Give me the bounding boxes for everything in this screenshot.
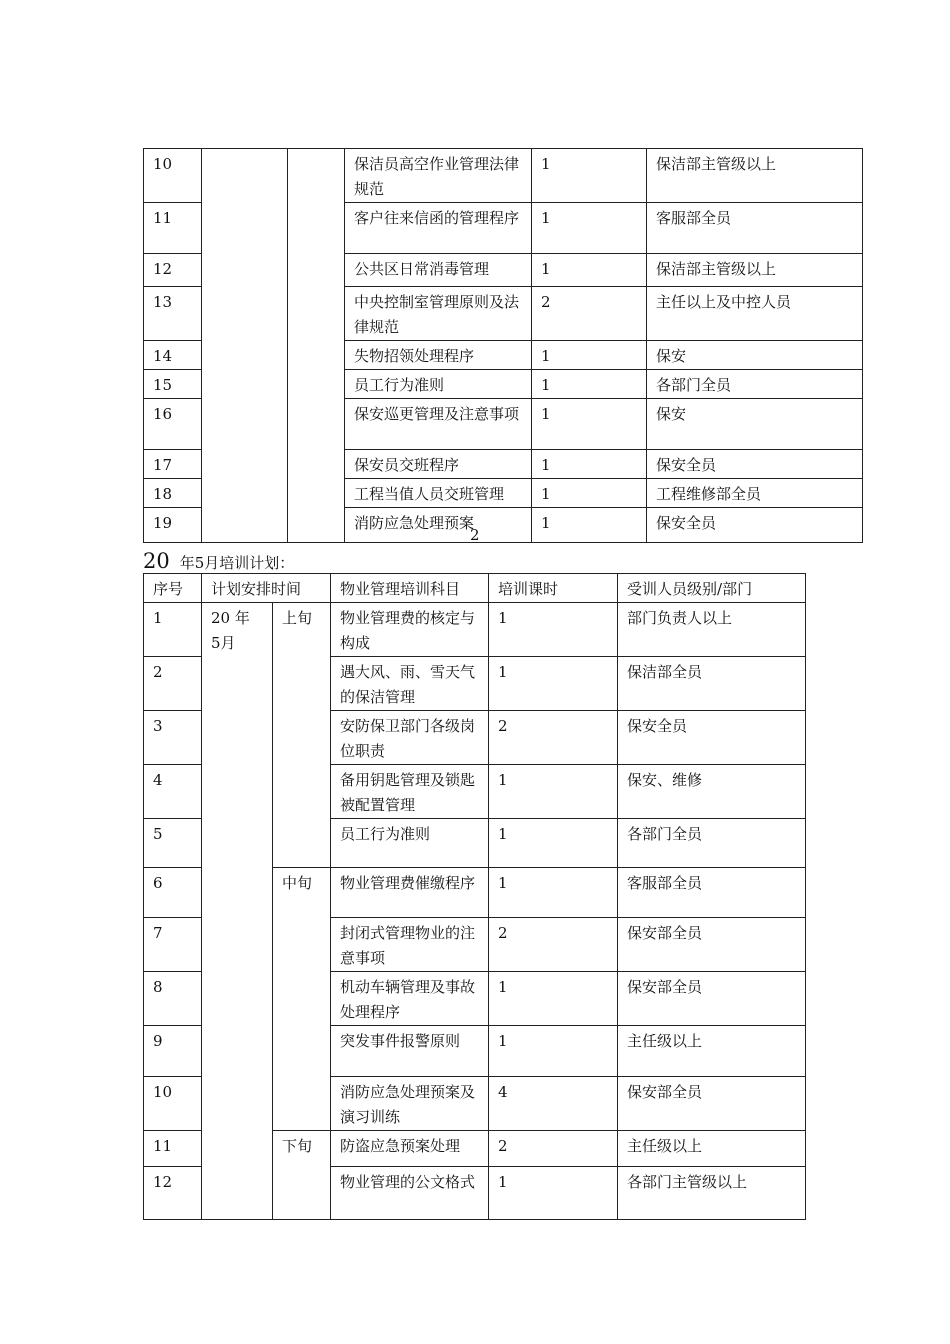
row-number: 7 — [144, 918, 202, 972]
trainee-level: 保洁部全员 — [618, 657, 806, 711]
month-cell: 20 年 5月 — [202, 603, 273, 1220]
trainee-level: 各部门主管级以上 — [618, 1167, 806, 1220]
training-hours: 1 — [532, 450, 647, 479]
trainee-level: 保安部全员 — [618, 972, 806, 1026]
training-subject: 封闭式管理物业的注意事项 — [331, 918, 489, 972]
row-number: 11 — [144, 1131, 202, 1167]
training-subject: 物业管理费的核定与构成 — [331, 603, 489, 657]
training-subject: 保安巡更管理及注意事项 — [345, 399, 532, 450]
training-subject: 物业管理费催缴程序 — [331, 868, 489, 918]
training-hours: 1 — [532, 479, 647, 508]
training-hours: 1 — [489, 657, 618, 711]
training-hours: 1 — [532, 508, 647, 543]
merged-period-cell — [288, 149, 345, 543]
training-hours: 1 — [532, 341, 647, 370]
row-number: 12 — [144, 1167, 202, 1220]
row-number: 3 — [144, 711, 202, 765]
trainee-level: 各部门全员 — [618, 819, 806, 868]
training-hours: 1 — [489, 603, 618, 657]
training-hours: 1 — [532, 203, 647, 254]
trainee-level: 保安全员 — [647, 450, 863, 479]
training-subject: 遇大风、雨、雪天气的保洁管理 — [331, 657, 489, 711]
trainee-level: 主任以上及中控人员 — [647, 287, 863, 341]
training-subject: 工程当值人员交班管理 — [345, 479, 532, 508]
trainee-level: 部门负责人以上 — [618, 603, 806, 657]
table-header-row — [144, 574, 806, 603]
header-number: 序号 — [144, 574, 202, 603]
header-subject: 物业管理培训科目 — [331, 574, 489, 603]
training-hours: 2 — [489, 711, 618, 765]
row-number: 10 — [144, 1077, 202, 1131]
training-hours: 1 — [532, 149, 647, 203]
training-subject: 公共区日常消毒管理 — [345, 254, 532, 287]
trainee-level: 主任级以上 — [618, 1131, 806, 1167]
row-number: 6 — [144, 868, 202, 918]
row-number: 13 — [144, 287, 202, 341]
trainee-level: 保安全员 — [618, 711, 806, 765]
training-subject: 员工行为准则 — [331, 819, 489, 868]
training-subject: 中央控制室管理原则及法律规范 — [345, 287, 532, 341]
row-number: 14 — [144, 341, 202, 370]
training-subject: 机动车辆管理及事故处理程序 — [331, 972, 489, 1026]
header-trainees: 受训人员级别/部门 — [618, 574, 806, 603]
training-table-continued — [143, 148, 863, 543]
training-hours: 1 — [489, 972, 618, 1026]
training-hours: 1 — [489, 1026, 618, 1077]
row-number: 5 — [144, 819, 202, 868]
row-number: 16 — [144, 399, 202, 450]
trainee-level: 保安 — [647, 341, 863, 370]
table-row — [144, 149, 863, 203]
merged-time-cell — [202, 149, 288, 543]
training-hours: 1 — [532, 399, 647, 450]
period-mid: 中旬 — [273, 868, 331, 1131]
trainee-level: 保安 — [647, 399, 863, 450]
row-number: 9 — [144, 1026, 202, 1077]
training-hours: 2 — [532, 287, 647, 341]
row-number: 12 — [144, 254, 202, 287]
training-subject: 突发事件报警原则 — [331, 1026, 489, 1077]
plan-title-text: 年5月培训计划： — [179, 554, 295, 572]
training-hours: 2 — [489, 1131, 618, 1167]
row-number: 8 — [144, 972, 202, 1026]
trainee-level: 保安部全员 — [618, 918, 806, 972]
trainee-level: 保安、维修 — [618, 765, 806, 819]
training-subject: 失物招领处理程序 — [345, 341, 532, 370]
trainee-level: 保洁部主管级以上 — [647, 149, 863, 203]
training-subject: 消防应急处理预案及演习训练 — [331, 1077, 489, 1131]
may-training-plan-table — [143, 573, 806, 1220]
training-subject: 员工行为准则 — [345, 370, 532, 399]
row-number: 19 — [144, 508, 202, 543]
row-number: 1 — [144, 603, 202, 657]
trainee-level: 保洁部主管级以上 — [647, 254, 863, 287]
trainee-level: 保安部全员 — [618, 1077, 806, 1131]
training-hours: 1 — [532, 370, 647, 399]
row-number: 11 — [144, 203, 202, 254]
training-hours: 2 — [489, 918, 618, 972]
header-schedule-time: 计划安排时间 — [202, 574, 331, 603]
training-subject: 消防应急处理预案 — [345, 508, 532, 543]
training-subject: 防盗应急预案处理 — [331, 1131, 489, 1167]
row-number: 15 — [144, 370, 202, 399]
header-hours: 培训课时 — [489, 574, 618, 603]
plan-title-year: 20 — [143, 549, 170, 573]
training-subject: 客户往来信函的管理程序 — [345, 203, 532, 254]
trainee-level: 主任级以上 — [618, 1026, 806, 1077]
row-number: 17 — [144, 450, 202, 479]
training-hours: 1 — [532, 254, 647, 287]
training-hours: 1 — [489, 1167, 618, 1220]
training-hours: 1 — [489, 765, 618, 819]
training-subject: 安防保卫部门各级岗位职责 — [331, 711, 489, 765]
row-number: 2 — [144, 657, 202, 711]
table-row — [144, 603, 806, 657]
page-number: 2 — [470, 526, 480, 544]
training-subject: 保安员交班程序 — [345, 450, 532, 479]
training-hours: 1 — [489, 819, 618, 868]
training-hours: 4 — [489, 1077, 618, 1131]
training-hours: 1 — [489, 868, 618, 918]
trainee-level: 客服部全员 — [618, 868, 806, 918]
training-subject: 物业管理的公文格式 — [331, 1167, 489, 1220]
trainee-level: 保安全员 — [647, 508, 863, 543]
row-number: 10 — [144, 149, 202, 203]
trainee-level: 各部门全员 — [647, 370, 863, 399]
training-subject: 保洁员高空作业管理法律规范 — [345, 149, 532, 203]
row-number: 18 — [144, 479, 202, 508]
period-late: 下旬 — [273, 1131, 331, 1220]
period-early: 上旬 — [273, 603, 331, 868]
trainee-level: 工程维修部全员 — [647, 479, 863, 508]
plan-title — [143, 549, 294, 573]
trainee-level: 客服部全员 — [647, 203, 863, 254]
training-subject: 备用钥匙管理及锁匙被配置管理 — [331, 765, 489, 819]
row-number: 4 — [144, 765, 202, 819]
